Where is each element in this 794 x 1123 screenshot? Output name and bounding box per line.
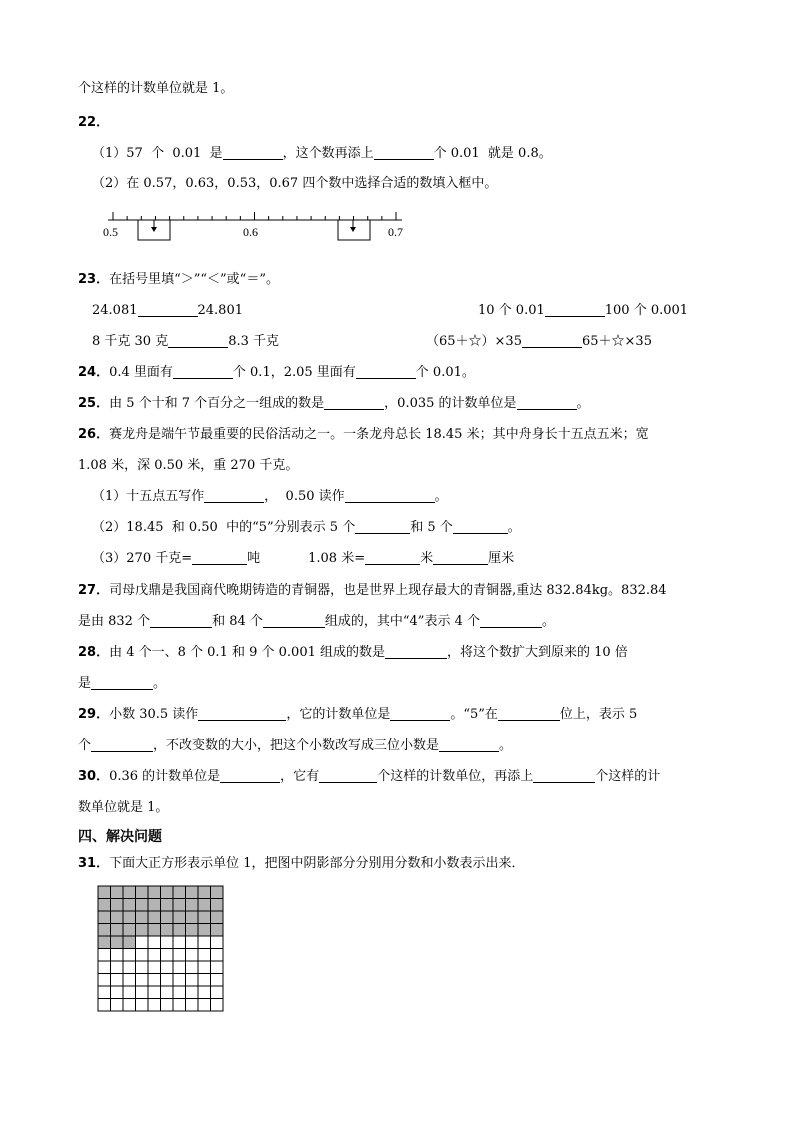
empty-cell	[123, 986, 136, 999]
question-26-line2: 1.08 米，深 0.50 米，重 270 千克。	[78, 458, 299, 473]
tick-label-0.5: 0.5	[103, 225, 118, 239]
empty-cell	[123, 949, 136, 962]
empty-cell	[111, 999, 124, 1012]
empty-cell	[211, 986, 224, 999]
shaded-cell	[123, 886, 136, 899]
tick-label-0.6: 0.6	[243, 225, 258, 239]
empty-cell	[148, 949, 161, 962]
empty-cell	[161, 986, 174, 999]
tick-label-0.7: 0.7	[388, 225, 403, 239]
empty-cell	[98, 986, 111, 999]
question-26-part2: （2）18.45 和 0.50 中的“5”分别表示 5 个 和 5 个 。	[92, 520, 521, 535]
shaded-cell	[98, 886, 111, 899]
shaded-cell	[111, 924, 124, 937]
question-27-line2: 是由 832 个 和 84 个 组成的，其中“4”表示 4 个 。	[78, 614, 556, 629]
shaded-cell	[173, 886, 186, 899]
empty-cell	[173, 949, 186, 962]
empty-cell	[111, 986, 124, 999]
continuation-line: 个这样的计数单位就是 1。	[78, 81, 234, 96]
shaded-cell	[161, 886, 174, 899]
question-23: 23．在括号里填“＞”“＜”或“＝”。	[78, 272, 279, 287]
empty-cell	[161, 999, 174, 1012]
empty-cell	[211, 936, 224, 949]
empty-cell	[148, 974, 161, 987]
shaded-cell	[98, 936, 111, 949]
empty-cell	[173, 974, 186, 987]
empty-cell	[186, 949, 199, 962]
unit-square-grid	[97, 885, 224, 1012]
question-23-row1-left: 24.081 24.801	[92, 303, 243, 318]
empty-cell	[173, 961, 186, 974]
empty-cell	[111, 949, 124, 962]
question-29-line1: 29．小数 30.5 读作 ，它的计数单位是 。“5”在 位上，表示 5	[78, 707, 638, 722]
empty-cell	[186, 974, 199, 987]
empty-cell	[211, 961, 224, 974]
shaded-cell	[136, 899, 149, 912]
section-heading-4: 四、解决问题	[78, 829, 162, 845]
empty-cell	[148, 961, 161, 974]
question-24: 24．0.4 里面有 个 0.1，2.05 里面有 个 0.01。	[78, 365, 475, 380]
empty-cell	[173, 986, 186, 999]
shaded-cell	[173, 899, 186, 912]
empty-cell	[211, 999, 224, 1012]
shaded-cell	[198, 886, 211, 899]
empty-cell	[173, 936, 186, 949]
empty-cell	[198, 974, 211, 987]
shaded-cell	[111, 911, 124, 924]
empty-cell	[136, 961, 149, 974]
empty-cell	[198, 961, 211, 974]
number-line-figure	[100, 208, 420, 244]
empty-cell	[136, 936, 149, 949]
empty-cell	[198, 986, 211, 999]
empty-cell	[148, 986, 161, 999]
empty-cell	[123, 961, 136, 974]
question-30-line1: 30．0.36 的计数单位是 ，它有 个这样的计数单位，再添上 个这样的计	[78, 769, 661, 784]
empty-cell	[211, 949, 224, 962]
empty-cell	[98, 949, 111, 962]
shaded-cell	[148, 924, 161, 937]
shaded-cell	[123, 899, 136, 912]
shaded-cell	[211, 924, 224, 937]
shaded-cell	[173, 924, 186, 937]
question-23-row2-right: （65＋☆）×35 65＋☆×35	[426, 334, 652, 349]
empty-cell	[161, 949, 174, 962]
empty-cell	[161, 936, 174, 949]
question-28-line1: 28．由 4 个一、8 个 0.1 和 9 个 0.001 组成的数是 ，将这个数扩大到原来的 10 倍	[78, 645, 628, 660]
empty-cell	[211, 974, 224, 987]
question-23-row1-right: 10 个 0.01 100 个 0.001	[478, 303, 689, 318]
shaded-cell	[98, 924, 111, 937]
shaded-cell	[161, 924, 174, 937]
empty-cell	[136, 999, 149, 1012]
empty-cell	[111, 974, 124, 987]
shaded-cell	[111, 936, 124, 949]
shaded-cell	[211, 886, 224, 899]
empty-cell	[198, 936, 211, 949]
shaded-cell	[111, 886, 124, 899]
empty-cell	[186, 999, 199, 1012]
shaded-cell	[173, 911, 186, 924]
shaded-cell	[186, 899, 199, 912]
question-26-part1: （1）十五点五写作 ， 0.50 读作 。	[92, 489, 448, 504]
shaded-cell	[211, 911, 224, 924]
empty-cell	[186, 986, 199, 999]
empty-cell	[123, 999, 136, 1012]
question-26-line1: 26．赛龙舟是端午节最重要的民俗活动之一。一条龙舟总长 18.45 米；其中舟身长十五点五米；宽	[78, 427, 649, 442]
empty-cell	[98, 961, 111, 974]
shaded-cell	[161, 899, 174, 912]
shaded-cell	[211, 899, 224, 912]
shaded-cell	[148, 911, 161, 924]
shaded-cell	[98, 899, 111, 912]
empty-cell	[186, 936, 199, 949]
empty-cell	[123, 974, 136, 987]
question-31: 31．下面大正方形表示单位 1，把图中阴影部分分别用分数和小数表示出来．	[78, 856, 525, 871]
shaded-cell	[136, 911, 149, 924]
shaded-cell	[186, 924, 199, 937]
empty-cell	[198, 949, 211, 962]
question-23-row2-left: 8 千克 30 克 8.3 千克	[92, 334, 280, 349]
shaded-cell	[198, 899, 211, 912]
empty-cell	[173, 999, 186, 1012]
question-30-line2: 数单位就是 1。	[78, 800, 169, 815]
question-22-part1: （1）57 个 0.01 是 ，这个数再添上 个 0.01 就是 0.8。	[92, 146, 552, 161]
question-26-part3: （3）270 千克= 吨 1.08 米= 米 厘米	[92, 551, 515, 566]
empty-cell	[186, 961, 199, 974]
shaded-cell	[111, 899, 124, 912]
empty-cell	[136, 949, 149, 962]
question-27-line1: 27．司母戊鼎是我国商代晚期铸造的青铜器，也是世界上现存最大的青铜器,重达 832.84kg。832.84	[78, 583, 667, 598]
empty-cell	[98, 999, 111, 1012]
empty-cell	[136, 986, 149, 999]
question-28-line2: 是 。	[78, 676, 167, 691]
shaded-cell	[186, 886, 199, 899]
shaded-cell	[186, 911, 199, 924]
empty-cell	[148, 936, 161, 949]
empty-cell	[161, 974, 174, 987]
question-22-part2: （2）在 0.57，0.63，0.53，0.67 四个数中选择合适的数填入框中。	[92, 176, 498, 191]
empty-cell	[98, 974, 111, 987]
shaded-cell	[123, 924, 136, 937]
shaded-cell	[136, 924, 149, 937]
shaded-cell	[148, 899, 161, 912]
shaded-cell	[123, 911, 136, 924]
empty-cell	[198, 999, 211, 1012]
empty-cell	[161, 961, 174, 974]
empty-cell	[111, 961, 124, 974]
empty-cell	[136, 974, 149, 987]
question-29-line2: 个 ，不改变数的大小，把这个小数改写成三位小数是 。	[78, 738, 513, 753]
question-25: 25．由 5 个十和 7 个百分之一组成的数是 ，0.035 的计数单位是 。	[78, 396, 590, 411]
shaded-cell	[198, 911, 211, 924]
empty-cell	[148, 999, 161, 1012]
shaded-cell	[148, 886, 161, 899]
shaded-cell	[161, 911, 174, 924]
shaded-cell	[123, 936, 136, 949]
shaded-cell	[136, 886, 149, 899]
shaded-cell	[198, 924, 211, 937]
shaded-cell	[98, 911, 111, 924]
question-22-number: 22．	[78, 115, 110, 130]
